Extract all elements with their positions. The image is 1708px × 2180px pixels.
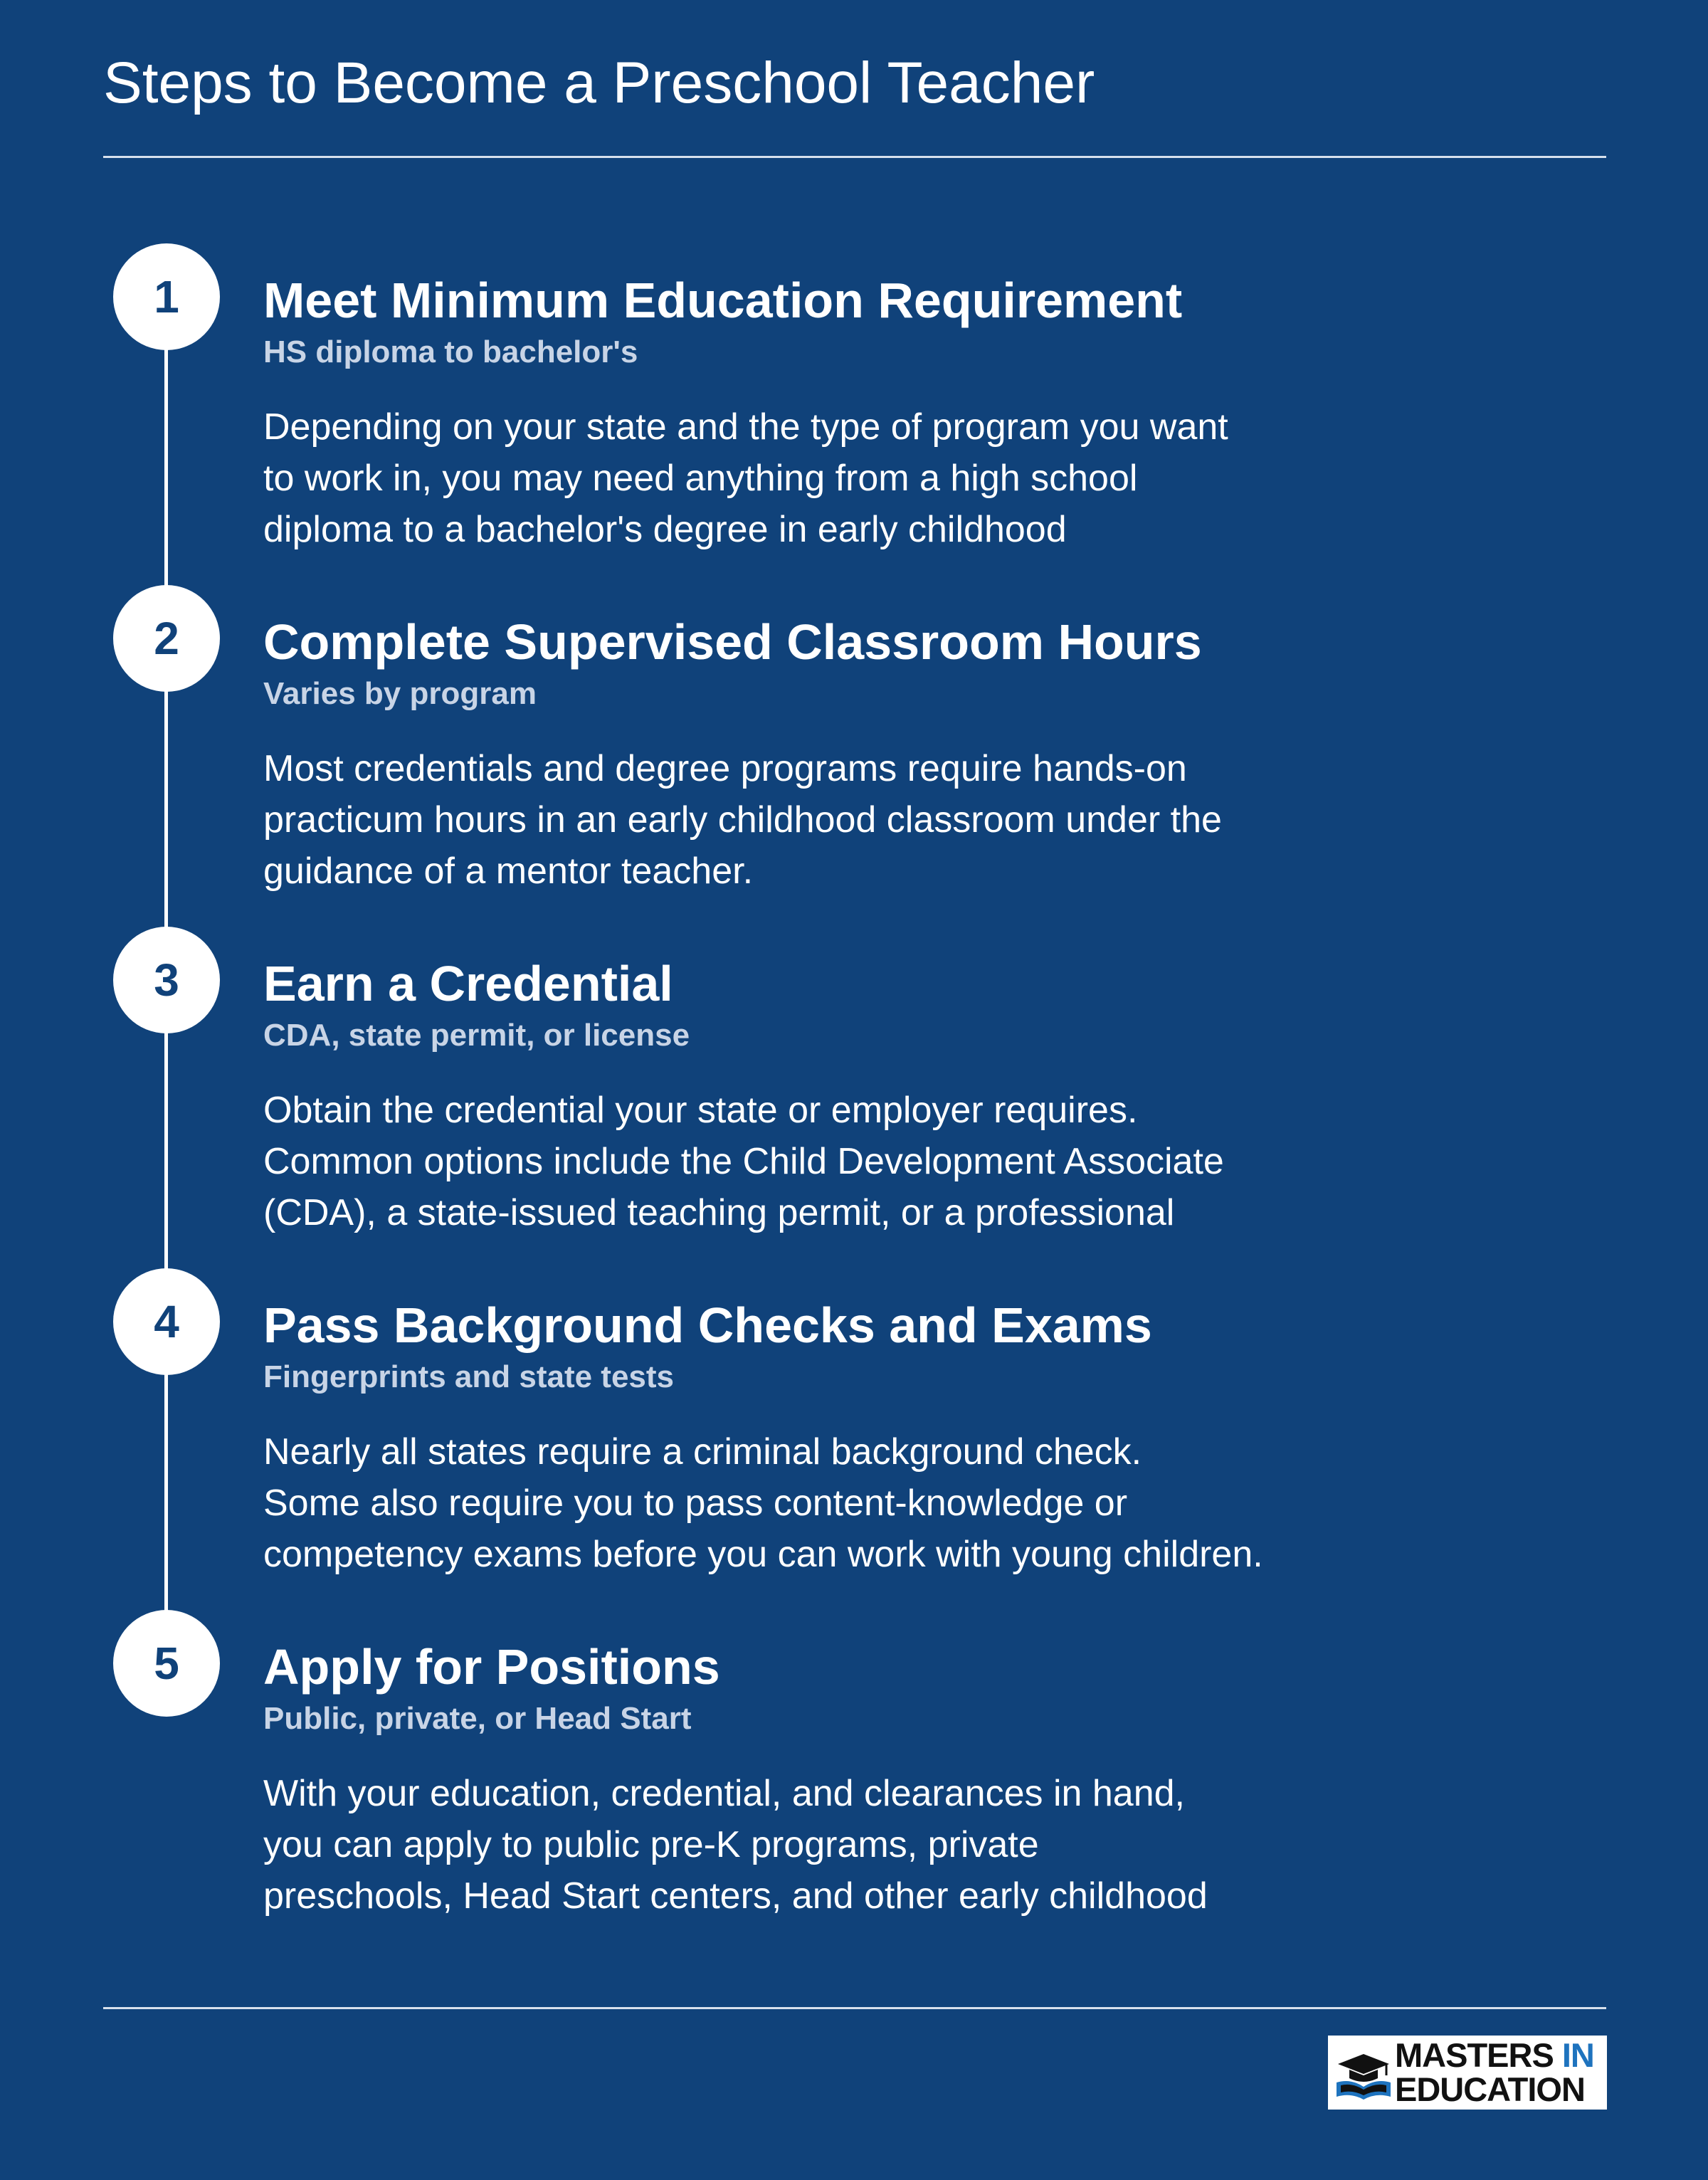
step-5 [0,1610,1708,1952]
masters-in-education-logo [1328,2036,1607,2110]
step-subheading: Fingerprints and state tests [263,1359,675,1394]
step-description-line: (CDA), a state-issued teaching permit, or a professional [263,1192,1175,1233]
step-description-line: competency exams before you can work with young children. [263,1534,1263,1575]
step-heading: Meet Minimum Education Requirement [263,273,1183,328]
step-number-badge: 1 [113,243,220,350]
top-divider [103,156,1606,158]
step-heading: Earn a Credential [263,956,673,1011]
step-number-badge: 3 [113,927,220,1033]
logo-word-in: IN [1561,2036,1594,2074]
step-number-badge: 2 [113,585,220,692]
step-description [263,743,1402,897]
step-subheading: Varies by program [263,676,537,711]
step-description-line: Most credentials and degree programs require hands-on [263,748,1187,789]
bottom-divider [103,2007,1606,2009]
step-subheading: CDA, state permit, or license [263,1018,690,1053]
page-title: Steps to Become a Preschool Teacher [103,51,1095,115]
step-heading: Pass Background Checks and Exams [263,1297,1152,1353]
step-3 [0,927,1708,1268]
step-4 [0,1268,1708,1610]
step-description-line: you can apply to public pre-K programs, private [263,1824,1039,1865]
step-subheading: HS diploma to bachelor's [263,335,638,369]
step-description-line: diploma to a bachelor's degree in early childhood [263,509,1067,550]
step-description-line: guidance of a mentor teacher. [263,851,754,892]
step-description-line: to work in, you may need anything from a high school [263,458,1138,499]
step-description [263,1426,1402,1580]
logo-word-masters: MASTERS [1395,2036,1554,2074]
step-description [263,1085,1402,1238]
logo-text-line-1 [1395,2038,1594,2073]
step-description-line: Common options include the Child Development Associate [263,1141,1224,1182]
step-description-line: Obtain the credential your state or employer requires. [263,1090,1138,1131]
step-number-badge: 4 [113,1268,220,1375]
step-description-line: practicum hours in an early childhood classroom under the [263,799,1222,841]
step-2 [0,585,1708,927]
step-description [263,401,1402,555]
logo-word-education: EDUCATION [1395,2070,1585,2108]
step-heading: Complete Supervised Classroom Hours [263,614,1202,670]
step-number-badge: 5 [113,1610,220,1717]
step-description-line: Some also require you to pass content-knowledge or [263,1483,1128,1524]
step-description-line: preschools, Head Start centers, and other early childhood [263,1875,1208,1917]
step-subheading: Public, private, or Head Start [263,1701,692,1736]
step-description-line: With your education, credential, and clearances in hand, [263,1773,1185,1814]
graduation-cap-book-icon [1334,2043,1393,2102]
step-description [263,1768,1402,1922]
step-description-line: Nearly all states require a criminal background check. [263,1431,1142,1473]
step-heading: Apply for Positions [263,1639,720,1695]
step-1 [0,243,1708,585]
step-description-line: Depending on your state and the type of program you want [263,406,1228,448]
